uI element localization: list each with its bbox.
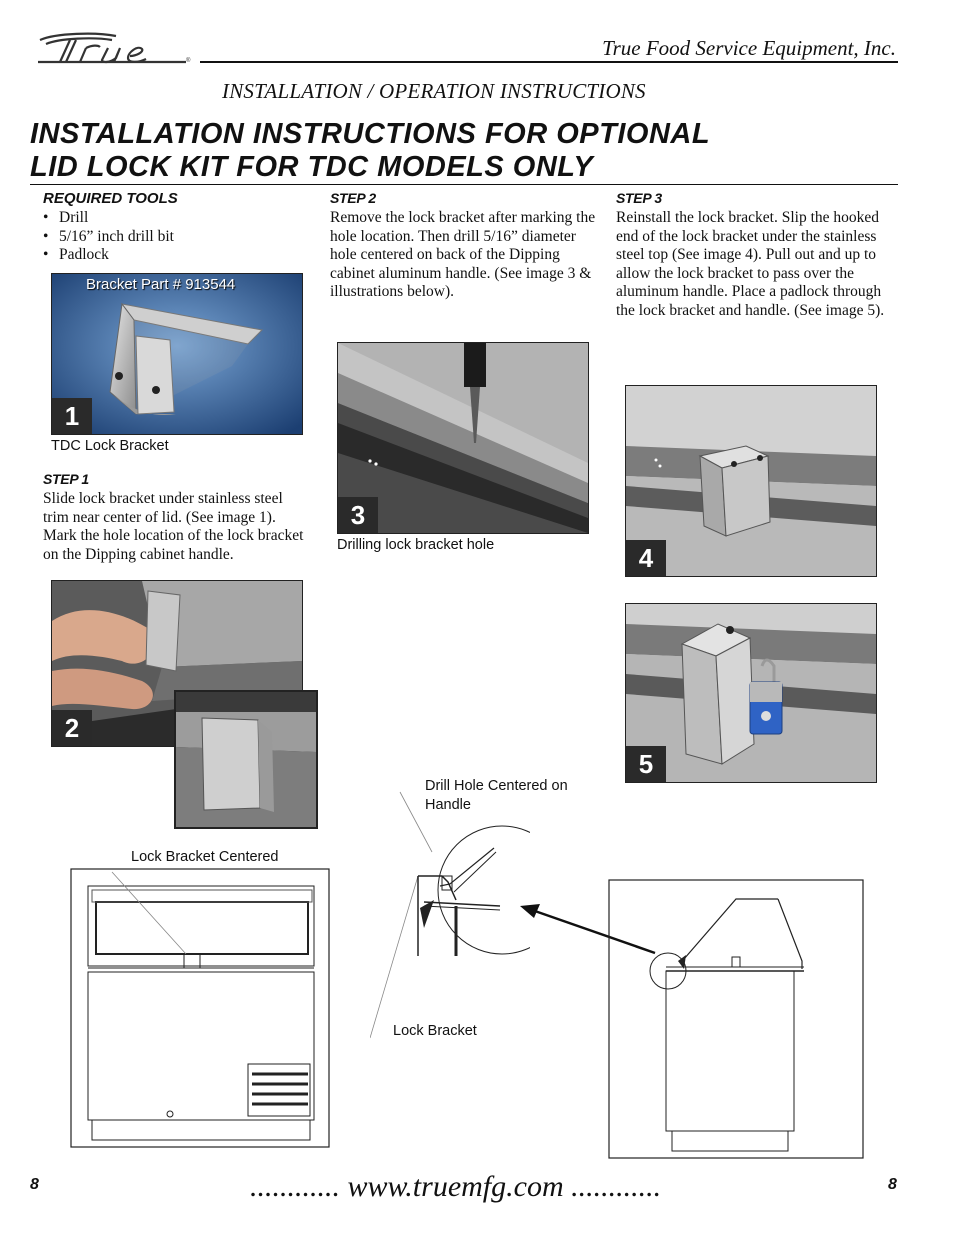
footer-website-link[interactable]: ............ www.truemfg.com ............	[250, 1170, 662, 1203]
page-number-left: 8	[30, 1176, 39, 1193]
step3-heading: STEP 3	[616, 190, 662, 206]
bracket-part-label: Bracket Part # 913544	[86, 276, 236, 293]
cabinet-front-diagram	[70, 868, 332, 1150]
lock-bracket-label: Lock Bracket	[393, 1023, 477, 1039]
image1-caption: TDC Lock Bracket	[51, 438, 169, 454]
step2-text: Remove the lock bracket after marking the hole location. Then drill 5/16” diameter hole centered on back of the Dipping cabinet aluminum handle. (See image 3 & illustrations below).	[330, 209, 596, 301]
photo-drilling	[337, 342, 589, 534]
image-number-5: 5	[626, 746, 666, 782]
page-number-right: 8	[888, 1176, 897, 1193]
photo-bracket-inset	[174, 690, 318, 829]
header-rule	[200, 61, 898, 63]
company-name: True Food Service Equipment, Inc.	[602, 36, 896, 60]
required-tools-heading: REQUIRED TOOLS	[43, 190, 178, 207]
step1-text: Slide lock bracket under stainless steel trim near center of lid. (See image 1). Mark the hole location of the lock bracket on the Dipping cabinet handle.	[43, 490, 304, 563]
tool-item: • 5/16” inch drill bit	[43, 227, 174, 245]
image-number-1: 1	[52, 398, 92, 434]
title-line-1: INSTALLATION INSTRUCTIONS FOR OPTIONAL	[30, 118, 711, 150]
tool-item: • Padlock	[43, 246, 109, 263]
step1-heading: STEP 1	[43, 471, 89, 487]
tool-item: • Drill	[43, 209, 89, 226]
drill-hole-label: Drill Hole Centered on Handle	[425, 778, 568, 813]
page-title	[30, 118, 910, 184]
cabinet-side-diagram	[608, 879, 864, 1159]
title-line-2: LID LOCK KIT FOR TDC MODELS ONLY	[30, 151, 594, 183]
step2-heading: STEP 2	[330, 190, 376, 206]
lock-bracket-centered-label: Lock Bracket Centered	[131, 849, 279, 865]
svg-text:®: ®	[186, 58, 191, 64]
image-number-2: 2	[52, 710, 92, 746]
true-logo	[36, 28, 196, 68]
required-tools-list	[43, 209, 174, 265]
image-number-3: 3	[338, 497, 378, 533]
photo-padlock	[625, 603, 877, 783]
handle-detail-diagram	[370, 780, 530, 1042]
photo-bracket	[51, 273, 303, 435]
page-subtitle: INSTALLATION / OPERATION INSTRUCTIONS	[222, 79, 646, 103]
step3-text: Reinstall the lock bracket. Slip the hooked end of the lock bracket under the stainless steel top (See image 4). Pull out and up to allow the lock bracket to pass over the aluminum handle. Place a padlock through the lock bracket and handle. (See image 5).	[616, 209, 885, 319]
image3-caption: Drilling lock bracket hole	[337, 537, 495, 553]
photo-bracket-installed	[625, 385, 877, 577]
image-number-4: 4	[626, 540, 666, 576]
title-rule	[30, 184, 898, 185]
